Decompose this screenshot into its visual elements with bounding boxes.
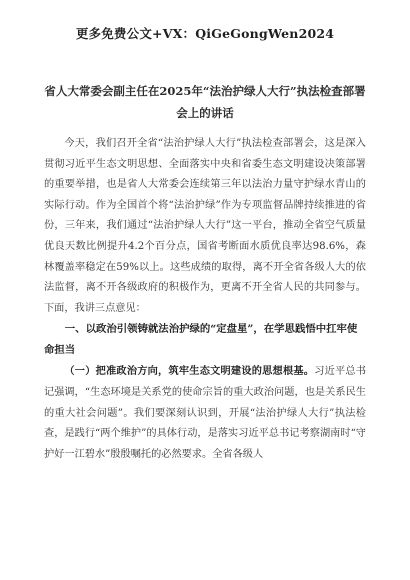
subsection-paragraph-1 (44, 361, 366, 465)
section-heading-1: 一、以政治引领铸就法治护绿的“定盘星”，在学思践悟中扛牢使命担当 (44, 323, 358, 357)
document-title: 省人大常委会副主任在2025年“法治护绿人大行”执法检查部署会上的讲话 (44, 84, 366, 120)
watermark-header: 更多免费公文+VX：QiGeGongWen2024 (75, 26, 335, 41)
paragraph-intro: 今天，我们召开全省“法治护绿人大行”执法检查部署会，这是深入贯彻习近平生态文明思想、全面落实中央和省委生态文明建设决策部署的重要举措，也是省人大常委会连续第三年以法治力量守护绿水青山的实际行动。作为全国首个将“法治护绿”作为专项监督品牌持续推进的省份，三年来，我们通过“法治护绿人大行”这一平台，推动全省空气质量优良天数比例提升4.2个百分点，国省考断面水质优良率达98.6%，森林覆盖率稳定在59%以上。这些成绩的取得，离不开全省各级人大的依法监督，离不开各级政府的积极作为，更离不开全省人民的共同参与。下面，我讲三点意见： (44, 138, 366, 314)
subsection-text-1: 习近平总书记强调，“生态环境是关系党的使命宗旨的重大政治问题，也是关系民生的重大社会问题”。我们要深刻认识到，开展“法治护绿人大行”执法检查，是践行“两个维护”的具体行动，是落实习近平总书记考察湖南时“守护好一江碧水”殷殷嘱托的必然要求。全省各级人 (44, 366, 367, 460)
subsection-heading-1: （一）把准政治方向，筑牢生态文明建设的思想根基。 (64, 365, 315, 378)
